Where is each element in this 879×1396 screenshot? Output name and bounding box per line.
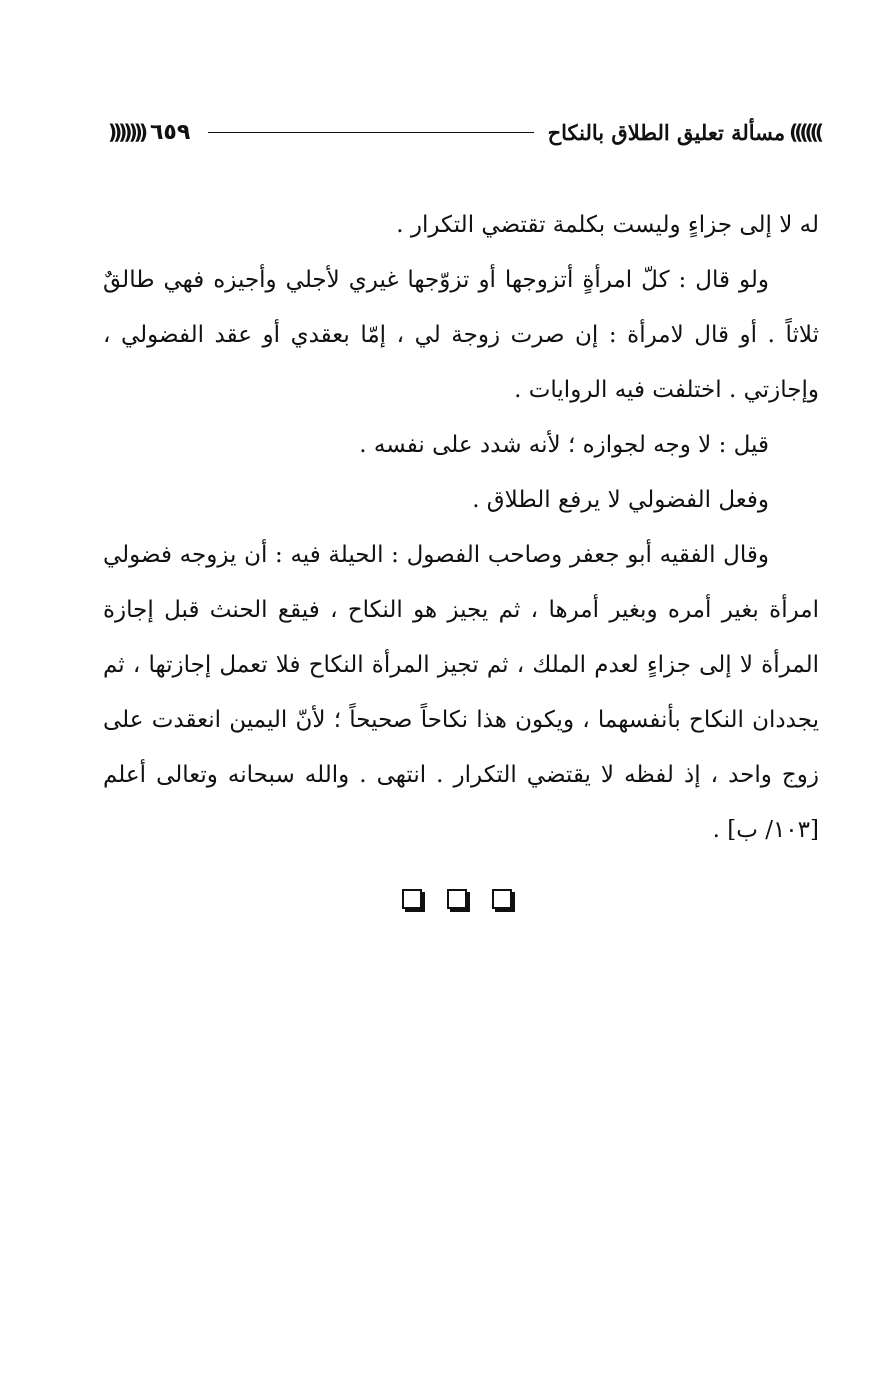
header-rule	[208, 132, 533, 133]
header-ornament-left-icon: (((((((	[108, 120, 144, 144]
running-header	[108, 112, 820, 152]
square-box-icon	[492, 889, 512, 909]
body-text	[103, 198, 819, 858]
paragraph-3: قيل : لا وجه لجوازه ؛ لأنه شدد على نفسه .	[359, 432, 769, 458]
paragraph-4: وفعل الفضولي لا يرفع الطلاق .	[472, 487, 769, 513]
paragraph-2: ولو قال : كلّ امرأةٍ أتزوجها أو تزوّجها غيري لأجلي وأجيزه فهي طالقٌ ثلاثاً . أو قال لامرأة : إن صرت زوجة لي ، إمّا بعقدي أو عقد الفضولي ، وإجازتي . اختلفت فيه الروايات .	[103, 267, 819, 403]
page-number: ٦٥٩	[149, 119, 191, 145]
square-box-icon	[447, 889, 467, 909]
chapter-title: مسألة تعليق الطلاق بالنكاح	[547, 119, 786, 145]
paragraph-5: وقال الفقيه أبو جعفر وصاحب الفصول : الحيلة فيه : أن يزوجه فضولي امرأة بغير أمره وبغير أمرها ، ثم يجيز هو النكاح ، فيقع الحنث قبل إجازة المرأة لا إلى جزاءٍ لعدم الملك ، ثم تجيز المرأة النكاح فلا تعمل إجازتها ، ثم يجددان النكاح بأنفسهما ، ويكون هذا نكاحاً صحيحاً ؛ لأنّ اليمين انعقدت على زوج واحد ، إذ لفظه لا يقتضي التكرار . انتهى . والله سبحانه وتعالى أعلم [١٠٣/ ب] .	[103, 542, 819, 843]
paragraph-1: له لا إلى جزاءٍ وليست بكلمة تقتضي التكرار .	[396, 212, 819, 238]
section-end-ornament	[402, 889, 512, 915]
header-ornament-right-icon: ))))))	[789, 120, 820, 144]
square-box-icon	[402, 889, 422, 909]
